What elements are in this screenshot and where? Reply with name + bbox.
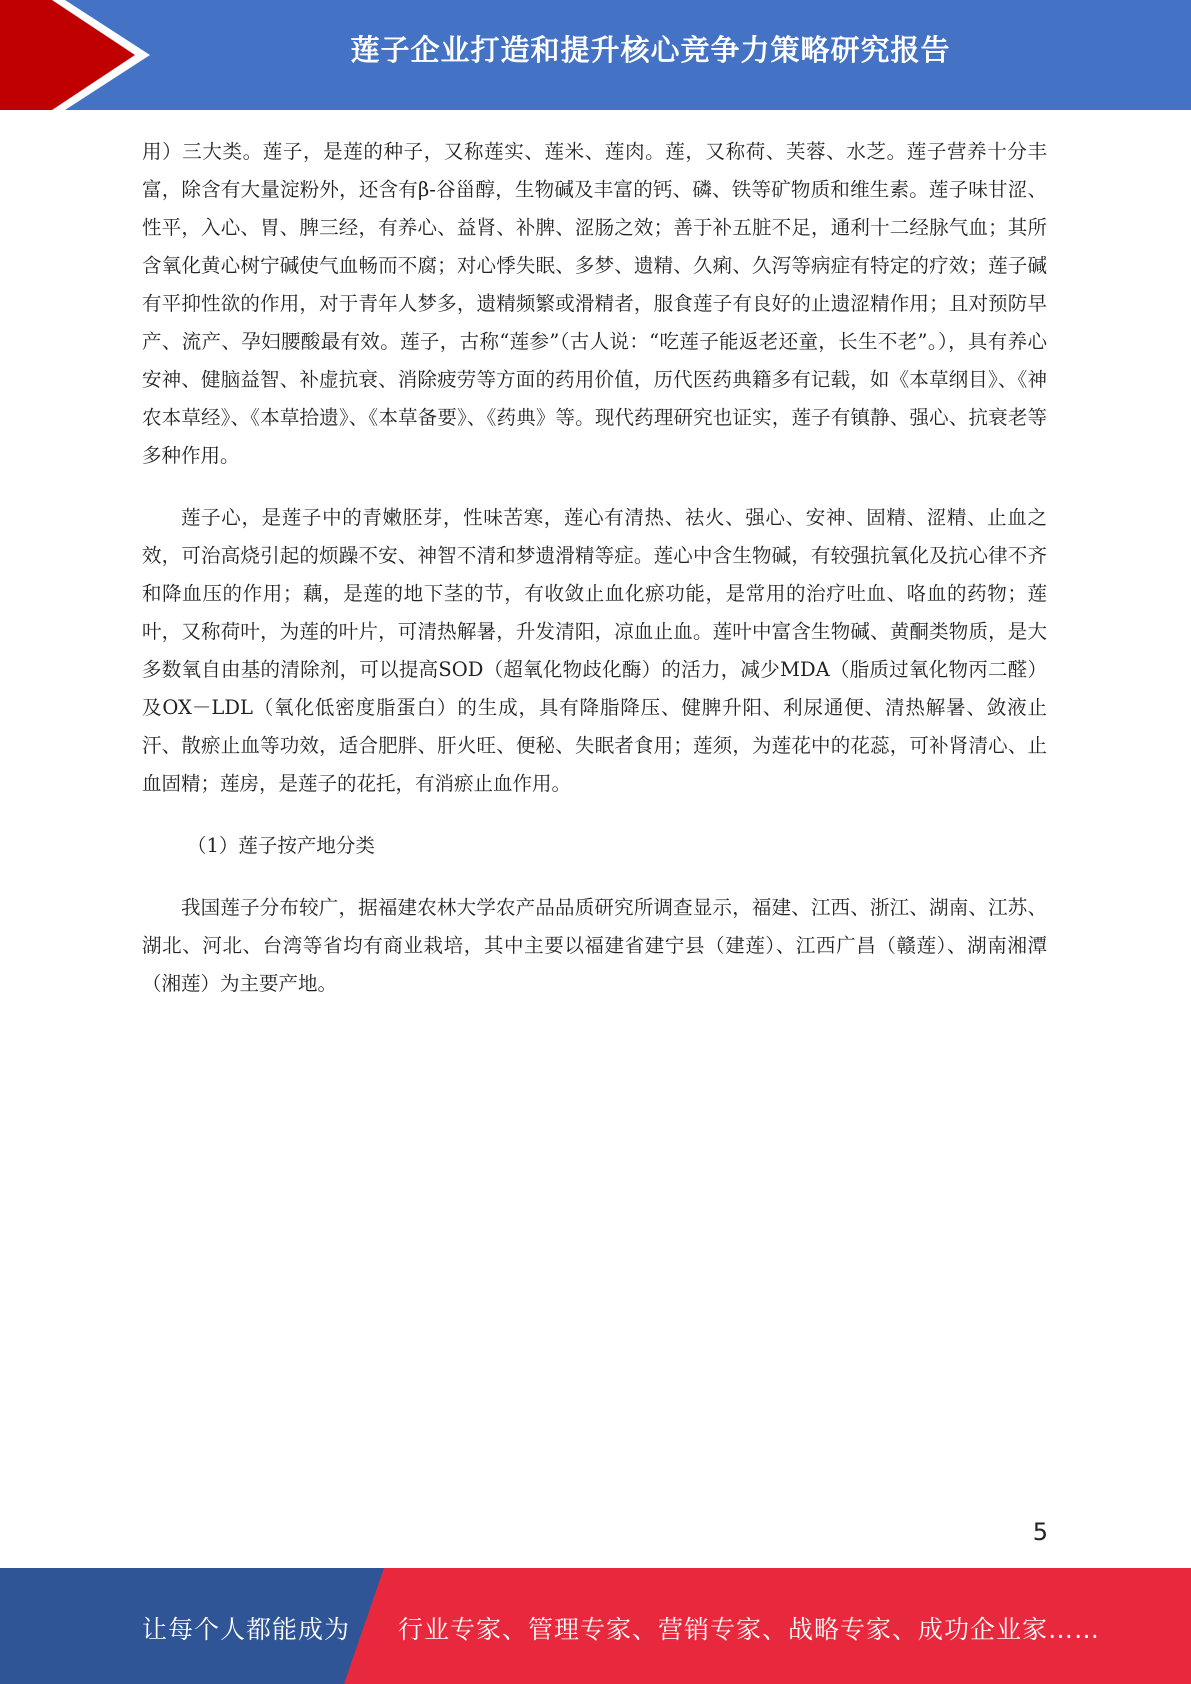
paragraph-distribution: 我国莲子分布较广，据福建农林大学农产品品质研究所调查显示，福建、江西、浙江、湖南、江苏、湖北、河北、台湾等省均有商业栽培，其中主要以福建省建宁县（建莲）、江西广昌（赣莲）、湖南湘潭（湘莲）为主要产地。 (142, 896, 1047, 995)
footer-slogan-left: 让每个人都能成为 (142, 1615, 351, 1644)
page-footer (0, 1568, 1191, 1684)
header-arrow-decoration (0, 0, 160, 110)
page-number: 5 (1032, 1518, 1048, 1546)
report-title: 莲子企业打造和提升核心竞争力策略研究报告 (350, 33, 951, 67)
footer-slogan-right: 行业专家、管理专家、营销专家、战略专家、成功企业家…… (398, 1615, 1101, 1644)
document-body (142, 133, 1047, 1003)
section-subheading: （1）莲子按产地分类 (187, 834, 375, 857)
page-header (0, 0, 1191, 110)
paragraph-lotus-heart: 莲子心，是莲子中的青嫩胚芽，性味苦寒，莲心有清热、祛火、强心、安神、固精、涩精、止血之效，可治高烧引起的烦躁不安、神智不清和梦遗滑精等症。莲心中含生物碱，有较强抗氧化及抗心律不齐和降血压的作用；藕，是莲的地下茎的节，有收敛止血化瘀功能，是常用的治疗吐血、咯血的药物；莲叶，又称荷叶，为莲的叶片，可清热解暑，升发清阳，凉血止血。莲叶中富含生物碱、黄酮类物质，是大多数氧自由基的清除剂，可以提高SOD（超氧化物歧化酶）的活力，减少MDA（脂质过氧化物丙二醛）及OX－LDL（氧化低密度脂蛋白）的生成，具有降脂降压、健脾升阳、利尿通便、清热解暑、敛液止汗、散瘀止血等功效，适合肥胖、肝火旺、便秘、失眠者食用；莲须，为莲花中的花蕊，可补肾清心、止血固精；莲房，是莲子的花托，有消瘀止血作用。 (142, 506, 1047, 795)
paragraph-lotus-seed: 用）三大类。莲子，是莲的种子，又称莲实、莲米、莲肉。莲，又称荷、芙蓉、水芝。莲子营养十分丰富，除含有大量淀粉外，还含有β-谷甾醇，生物碱及丰富的钙、磷、铁等矿物质和维生素。莲子味甘涩、性平，入心、胃、脾三经，有养心、益肾、补脾、涩肠之效；善于补五脏不足，通利十二经脉气血；其所含氧化黄心树宁碱使气血畅而不腐；对心悸失眠、多梦、遗精、久痢、久泻等病症有特定的疗效；莲子碱有平抑性欲的作用，对于青年人梦多，遗精频繁或滑精者，服食莲子有良好的止遗涩精作用；且对预防早产、流产、孕妇腰酸最有效。莲子，古称“莲参”（古人说：“吃莲子能返老还童，长生不老”。），具有养心安神、健脑益智、补虚抗衰、消除疲劳等方面的药用价值，历代医药典籍多有记载，如《本草纲目》、《神农本草经》、《本草拾遗》、《本草备要》、《药典》等。现代药理研究也证实，莲子有镇静、强心、抗衰老等多种作用。 (142, 140, 1047, 467)
